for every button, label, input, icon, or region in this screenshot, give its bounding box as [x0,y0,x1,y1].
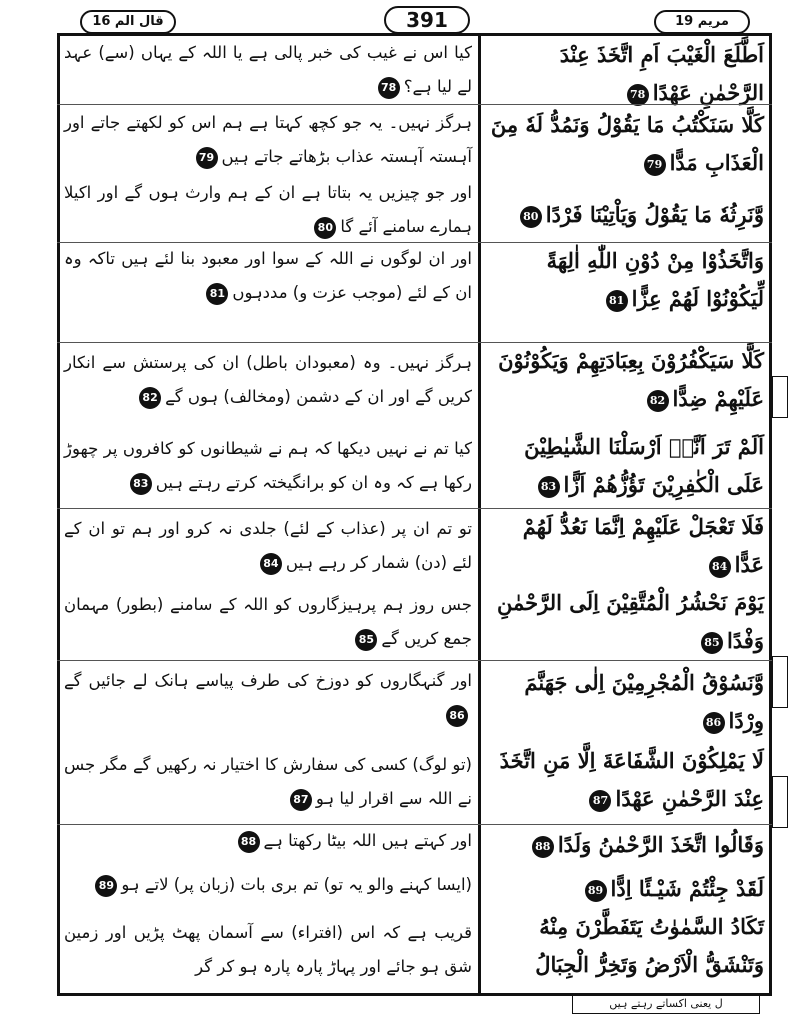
verse-number-marker: 80 [314,217,336,239]
verse-number-marker: 81 [606,290,628,312]
verse-number-marker: 88 [532,836,554,858]
arabic-verse-89: لَقَدْ جِئْتُمْ شَيْـئًا اِدًّا89 [488,870,764,908]
margin-marker [772,776,788,828]
verse-number-marker: 86 [703,712,725,734]
arabic-verse-84: فَلَا تَعْجَلْ عَلَيْهِمْ اِنَّمَا نَعُدُّ لَهُمْ عَدًّا84 [522,514,764,577]
verse-number-marker: 84 [709,556,731,578]
verse-separator [57,660,772,661]
verse-separator [57,508,772,509]
arabic-verse-83: اَلَمْ تَرَ اَنَّاۤ اَرْسَلْنَا الشَّيٰطِيْنَ عَلَى الْكٰفِرِيْنَ تَؤُزُّهُمْ اَزًّا83 [524,434,764,497]
surah-label: مریم 19 [654,10,750,34]
urdu-verse-90: قریب ہے کہ اس (افتراء) سے آسمان پھٹ پڑیں اور زمین شق ہو جائے اور پہاڑ پارہ پارہ ہو کر گر [64,923,472,976]
arabic-verse-87: لَا يَمْلِكُوْنَ الشَّفَاعَةَ اِلَّا مَنِ اتَّخَذَ عِنْدَ الرَّحْمٰنِ عَهْدًا87 [499,748,764,811]
verse-separator [57,104,772,105]
verse-number-marker: 84 [260,553,282,575]
urdu-verse-84: تو تم ان پر (عذاب کے لئے) جلدی نہ کرو اور ہم تو ان کے لئے (دن) شمار کر رہے ہیں84 [64,512,472,580]
verse-number-marker: 85 [701,632,723,654]
verse-number-marker: 83 [130,473,152,495]
margin-marker [772,376,788,418]
page-header [60,6,760,32]
verse-number-marker: 82 [139,387,161,409]
verse-separator [57,824,772,825]
verse-number-marker: 87 [290,789,312,811]
urdu-verse-87: (تو لوگ) کسی کی سفارش کا اختیار نہ رکھیں گے مگر جس نے اللہ سے اقرار لیا ہو87 [64,748,472,816]
verse-number-marker: 86 [446,705,468,727]
arabic-verse-86: وَّنَسُوْقُ الْمُجْرِمِيْنَ اِلٰى جَهَنَّمَ وِرْدًا86 [524,670,764,733]
arabic-verse-81: وَاتَّخَذُوْا مِنْ دُوْنِ اللّٰهِ اٰلِهَةً لِّيَكُوْنُوْا لَهُمْ عِزًّا81 [546,248,764,311]
urdu-verse-85: جس روز ہم پرہیزگاروں کو اللہ کے سامنے (بطور) مہمان جمع کریں گے85 [64,588,472,656]
arabic-verse-78: اَطَّلَعَ الْغَيْبَ اَمِ اتَّخَذَ عِنْدَ الرَّحْمٰنِ عَهْدًا78 [559,42,764,105]
urdu-verse-82: ہرگز نہیں۔ وہ (معبودان باطل) ان کی پرستش سے انکار کریں گے اور ان کے دشمن (ومخالف) ہوں گے82 [64,346,472,414]
arabic-verse-90: تَكَادُ السَّمٰوٰتُ يَتَفَطَّرْنَ مِنْهُ وَتَنْشَقُّ الْاَرْضُ وَتَخِرُّ الْجِبَالُ [535,914,764,977]
arabic-verse-85: يَوْمَ نَحْشُرُ الْمُتَّقِيْنَ اِلَى الرَّحْمٰنِ وَفْدًا85 [497,590,764,653]
footnote: ل یعنی اکساتے رہتے ہیں [572,995,760,1014]
urdu-verse-78: کیا اس نے غیب کی خبر پالی ہے یا اللہ کے یہاں (سے) عہد لے لیا ہے؟78 [64,36,472,104]
verse-number-marker: 79 [644,154,666,176]
urdu-verse-89: (ایسا کہنے والو یہ تو) تم بری بات (زبان پر) لاتے ہو89 [64,868,472,902]
column-divider [478,36,481,993]
verse-number-marker: 83 [538,476,560,498]
arabic-verse-88: وَقَالُوا اتَّخَذَ الرَّحْمٰنُ وَلَدًا88 [488,826,764,864]
page-number: 391 [384,6,470,34]
verse-number-marker: 80 [520,206,542,228]
verse-number-marker: 89 [585,880,607,902]
urdu-verse-80: اور جو چیزیں یہ بتاتا ہے ان کے ہم وارث ہوں گے اور اکیلا ہمارے سامنے آئے گا80 [64,176,472,244]
urdu-verse-88: اور کہتے ہیں اللہ بیٹا رکھتا ہے88 [64,824,472,858]
verse-number-marker: 85 [355,629,377,651]
verse-number-marker: 78 [378,77,400,99]
margin-marker [772,656,788,708]
juz-label: قال الم 16 [80,10,176,34]
urdu-verse-86: اور گنہگاروں کو دوزخ کی طرف پیاسے ہانک لے جائیں گے86 [64,664,472,732]
urdu-column [64,36,472,992]
urdu-verse-79: ہرگز نہیں۔ یہ جو کچھ کہتا ہے ہم اس کو لکھتے جاتے اور آہستہ آہستہ عذاب بڑھاتے جاتے ہیں79 [64,106,472,174]
arabic-verse-79: كَلَّا سَنَكْتُبُ مَا يَقُوْلُ وَنَمُدُّ لَهٗ مِنَ الْعَذَابِ مَدًّا79 [490,112,764,175]
verse-number-marker: 82 [647,390,669,412]
verse-number-marker: 81 [206,283,228,305]
verse-number-marker: 88 [238,831,260,853]
verse-separator [57,342,772,343]
urdu-verse-83: کیا تم نے نہیں دیکھا کہ ہم نے شیطانوں کو کافروں پر چھوڑ رکھا ہے کہ وہ ان کو برانگیختہ کرتے رہتے ہیں83 [64,432,472,500]
arabic-verse-80: وَّنَرِثُهٗ مَا يَقُوْلُ وَيَاْتِيْنَا فَرْدًا80 [488,196,764,234]
arabic-verse-82: كَلَّا سَيَكْفُرُوْنَ بِعِبَادَتِهِمْ وَيَكُوْنُوْنَ عَلَيْهِمْ ضِدًّا82 [498,348,764,411]
verse-number-marker: 87 [589,790,611,812]
verse-number-marker: 89 [95,875,117,897]
arabic-column [488,36,764,992]
verse-number-marker: 78 [627,84,649,106]
verse-separator [57,242,772,243]
urdu-verse-81: اور ان لوگوں نے اللہ کے سوا اور معبود بنا لئے ہیں تاکہ وہ ان کے لئے (موجب عزت و) مددہوں81 [64,242,472,310]
verse-number-marker: 79 [196,147,218,169]
